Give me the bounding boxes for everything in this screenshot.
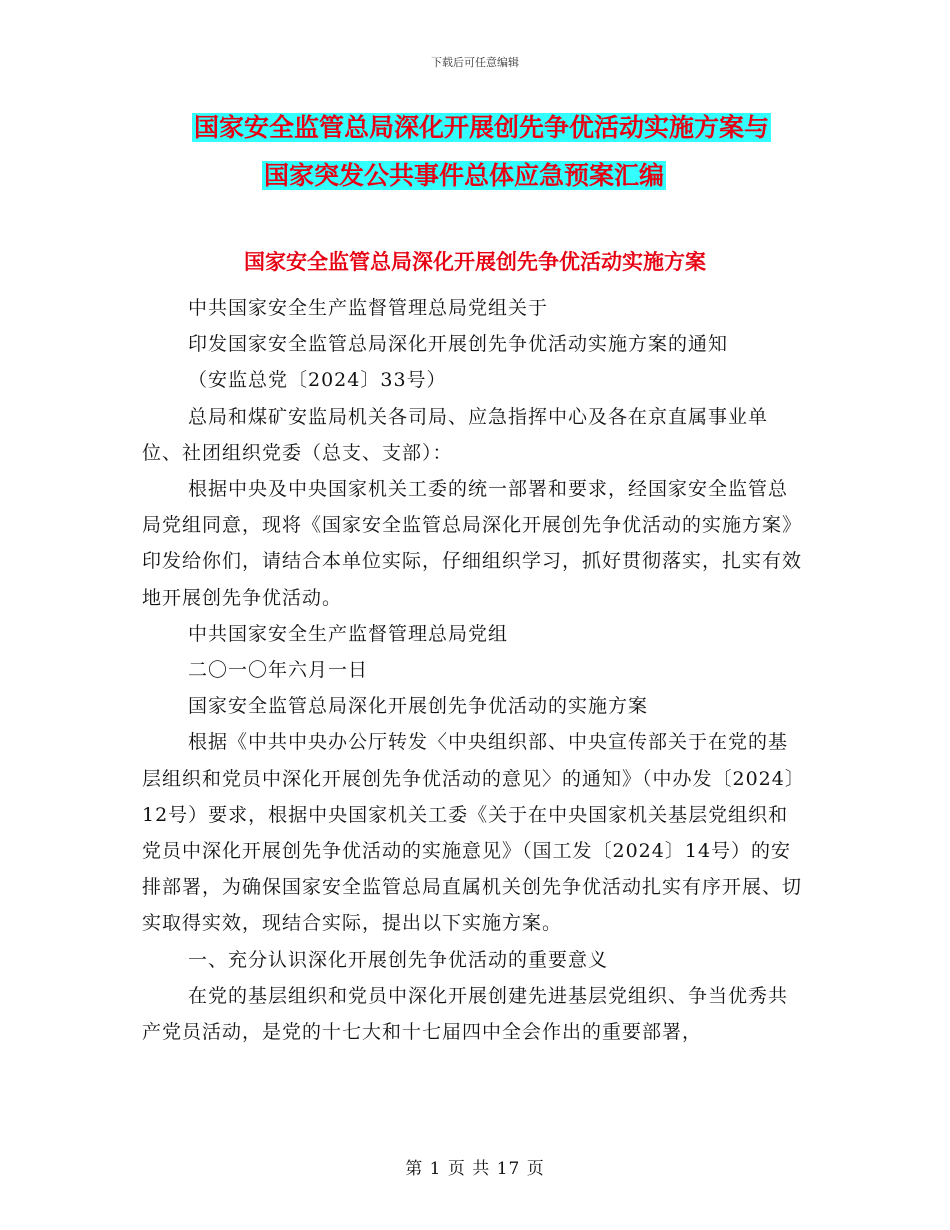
paragraph: 二〇一〇年六月一日 [188,659,369,682]
document-body [142,290,802,1050]
title-line-2: 国家突发公共事件总体应急预案汇编 [264,161,665,190]
paragraph: 根据《中共中央办公厅转发〈中央组织部、中央宣传部关于在党的基层组织和党员中深化开展创先争优活动的意见〉的通知》（中办发〔2024〕12号）要求，根据中央国家机关工委《关于在中央国家机关基层党组织和党员中深化开展创先争优活动的实施意见》（国工发〔2024〕14号）的安排部署，为确保国家安全监管总局直属机关创先争优活动扎实有序开展、切实取得实效，现结合实际，提出以下实施方案。 [142,731,803,935]
paragraph: 中共国家安全生产监督管理总局党组 [188,622,509,645]
paragraph: 总局和煤矿安监局机关各司局、应急指挥中心及各在京直属事业单位、社团组织党委（总支、支部）： [142,405,769,464]
paragraph: 一、充分认识深化开展创先争优活动的重要意义 [188,948,609,971]
paragraph: 在党的基层组织和党员中深化开展创建先进基层党组织、争当优秀共产党员活动，是党的十七大和十七届四中全会作出的重要部署， [142,984,789,1044]
page-number-footer: 第 1 页 共 17 页 [405,1159,545,1179]
title-line-1: 国家安全监管总局深化开展创先争优活动实施方案与 [194,113,770,142]
paragraph: 国家安全监管总局深化开展创先争优活动的实施方案 [188,695,649,718]
paragraph: 印发国家安全监管总局深化开展创先争优活动实施方案的通知 [188,333,729,356]
paragraph: （安监总党〔2024〕33号） [188,369,447,392]
section-subtitle: 国家安全监管总局深化开展创先争优活动实施方案 [244,250,706,274]
paragraph: 中共国家安全生产监督管理总局党组关于 [188,297,549,319]
paragraph: 根据中央及中央国家机关工委的统一部署和要求，经国家安全监管总局党组同意，现将《国家安全监管总局深化开展创先争优活动的实施方案》印发给你们，请结合本单位实际，仔细组织学习，抓好贯彻落实，扎实有效地开展创先争优活动。 [142,478,803,609]
page-header-note: 下载后可任意编辑 [431,56,519,69]
